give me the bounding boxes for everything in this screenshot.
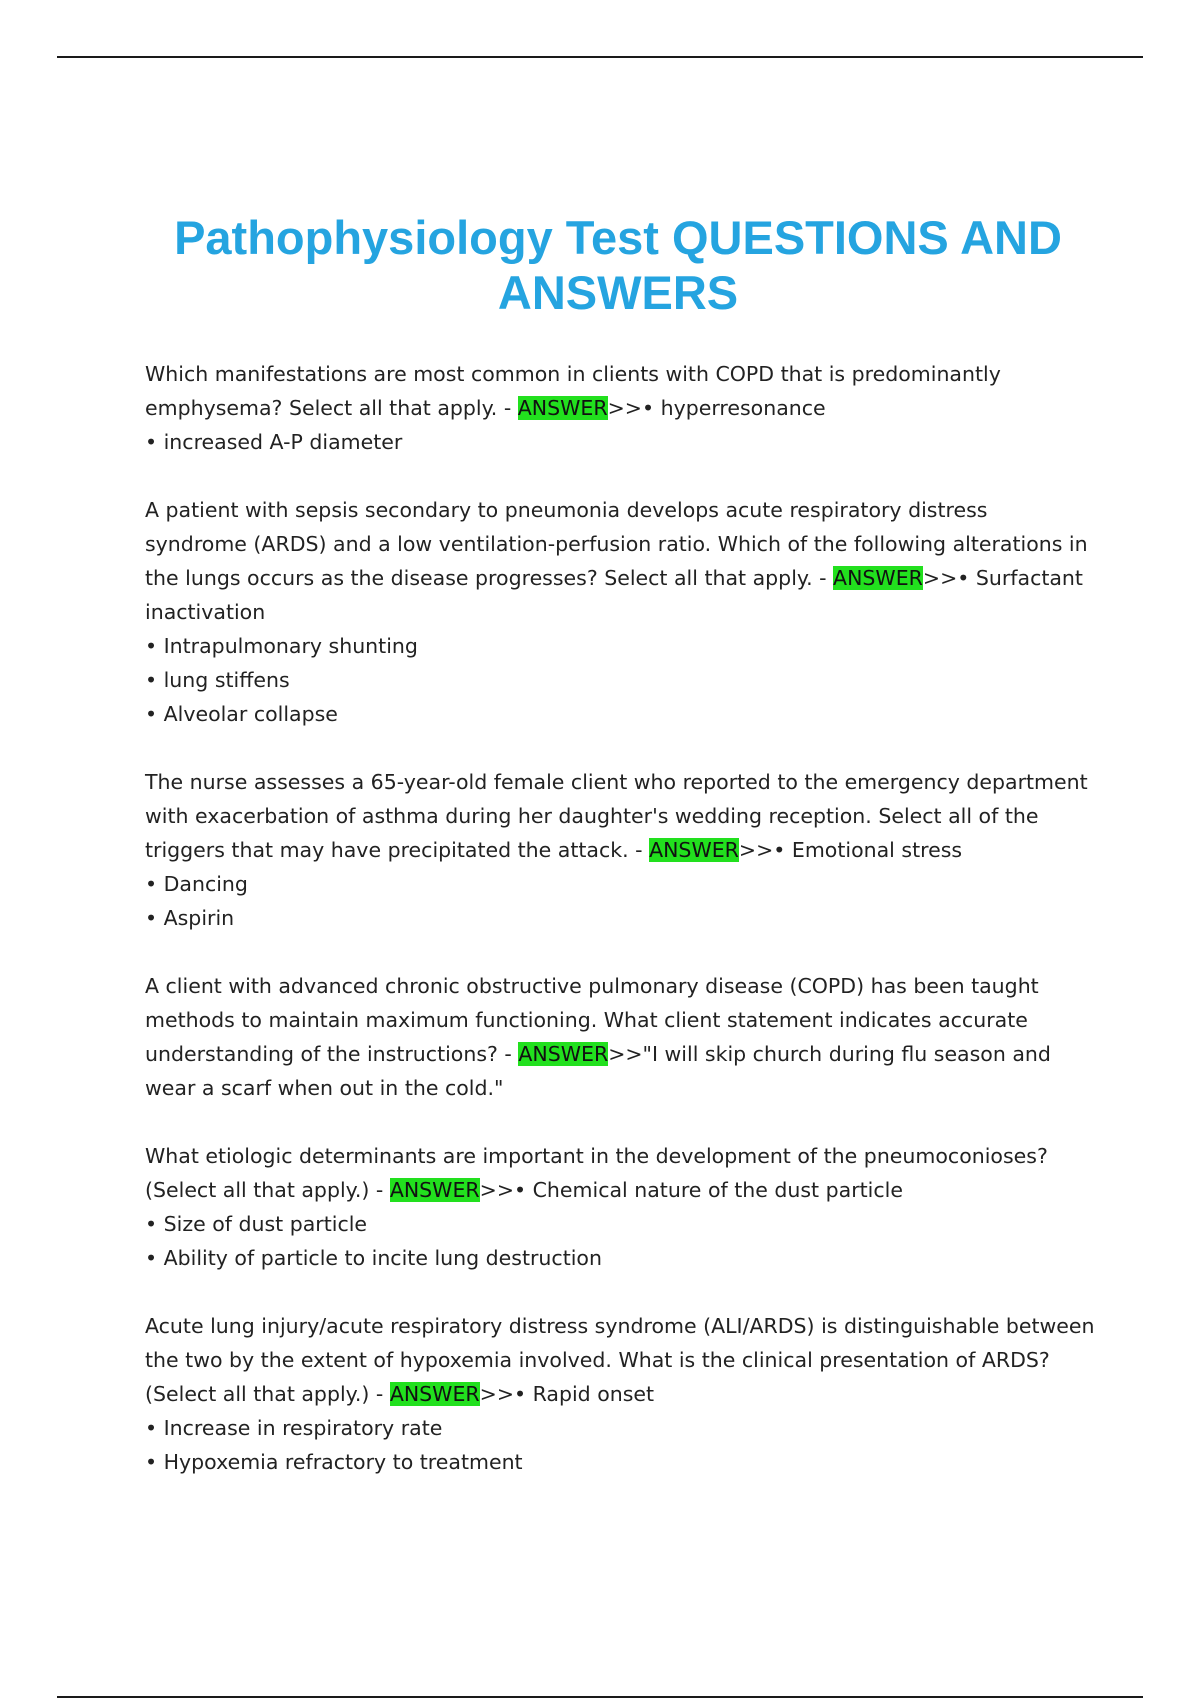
qa-item-2 xyxy=(145,493,1095,731)
page-title: Pathophysiology Test QUESTIONS AND ANSWERS xyxy=(174,211,1062,319)
answer-tag: ANSWER xyxy=(517,396,608,420)
answer-bullet: • Aspirin xyxy=(145,906,235,930)
answer-bullet: • Ability of particle to incite lung destruction xyxy=(145,1246,602,1270)
qa-item-1 xyxy=(145,357,1095,459)
bottom-rule xyxy=(57,1696,1143,1698)
answer-text: >>• Chemical nature of the dust particle xyxy=(479,1178,903,1202)
answer-text: >>• Surfactant inactivation xyxy=(145,566,1083,624)
answer-text: >>• Rapid onset xyxy=(479,1382,655,1406)
qa-content xyxy=(145,357,1095,1513)
answer-bullet: • Alveolar collapse xyxy=(145,702,338,726)
answer-text: >>• hyperresonance xyxy=(607,396,826,420)
answer-bullet: • increased A-P diameter xyxy=(145,430,403,454)
qa-item-3 xyxy=(145,765,1095,935)
answer-text: >>"I will skip church during flu season and wear a scarf when out in the cold." xyxy=(145,1042,1051,1100)
question-text: Acute lung injury/acute respiratory distress syndrome (ALI/ARDS) is distinguishable between the two by the extent of hypoxemia involved. What is the clinical presentation of ARDS? (Select all that apply.) - xyxy=(145,1314,1095,1406)
question-text: The nurse assesses a 65-year-old female client who reported to the emergency department with exacerbation of asthma during her daughter's wedding reception. Select all of the triggers that may have precipitated the attack. - xyxy=(145,770,1088,862)
answer-tag: ANSWER xyxy=(649,838,739,862)
answer-text: >>• Emotional stress xyxy=(738,838,963,862)
answer-tag: ANSWER xyxy=(389,1178,480,1202)
question-text: Which manifestations are most common in clients with COPD that is predominantly emphysema? Select all that apply. - xyxy=(145,362,1001,420)
answer-bullet: • Hypoxemia refractory to treatment xyxy=(145,1450,523,1474)
question-text: What etiologic determinants are important in the development of the pneumoconioses? (Select all that apply.) - xyxy=(145,1144,1048,1202)
answer-tag: ANSWER xyxy=(518,1042,609,1066)
answer-tag: ANSWER xyxy=(833,566,923,590)
question-text: A patient with sepsis secondary to pneumonia develops acute respiratory distress syndrome (ARDS) and a low ventilation-perfusion ratio. Which of the following alterations in the lungs occurs as the disease progresses? Select all that apply. - xyxy=(145,498,1088,590)
qa-item-6 xyxy=(145,1309,1095,1479)
answer-bullet: • Dancing xyxy=(145,872,248,896)
top-rule xyxy=(57,56,1143,58)
answer-tag: ANSWER xyxy=(389,1382,480,1406)
qa-item-4 xyxy=(145,969,1095,1105)
qa-item-5 xyxy=(145,1139,1095,1275)
answer-bullet: • Intrapulmonary shunting xyxy=(145,634,418,658)
answer-bullet: • Increase in respiratory rate xyxy=(145,1416,443,1440)
answer-bullet: • Size of dust particle xyxy=(145,1212,368,1236)
question-text: A client with advanced chronic obstructive pulmonary disease (COPD) has been taught methods to maintain maximum functioning. What client statement indicates accurate understanding of the instructions? - xyxy=(145,974,1039,1066)
answer-bullet: • lung stiffens xyxy=(145,668,290,692)
